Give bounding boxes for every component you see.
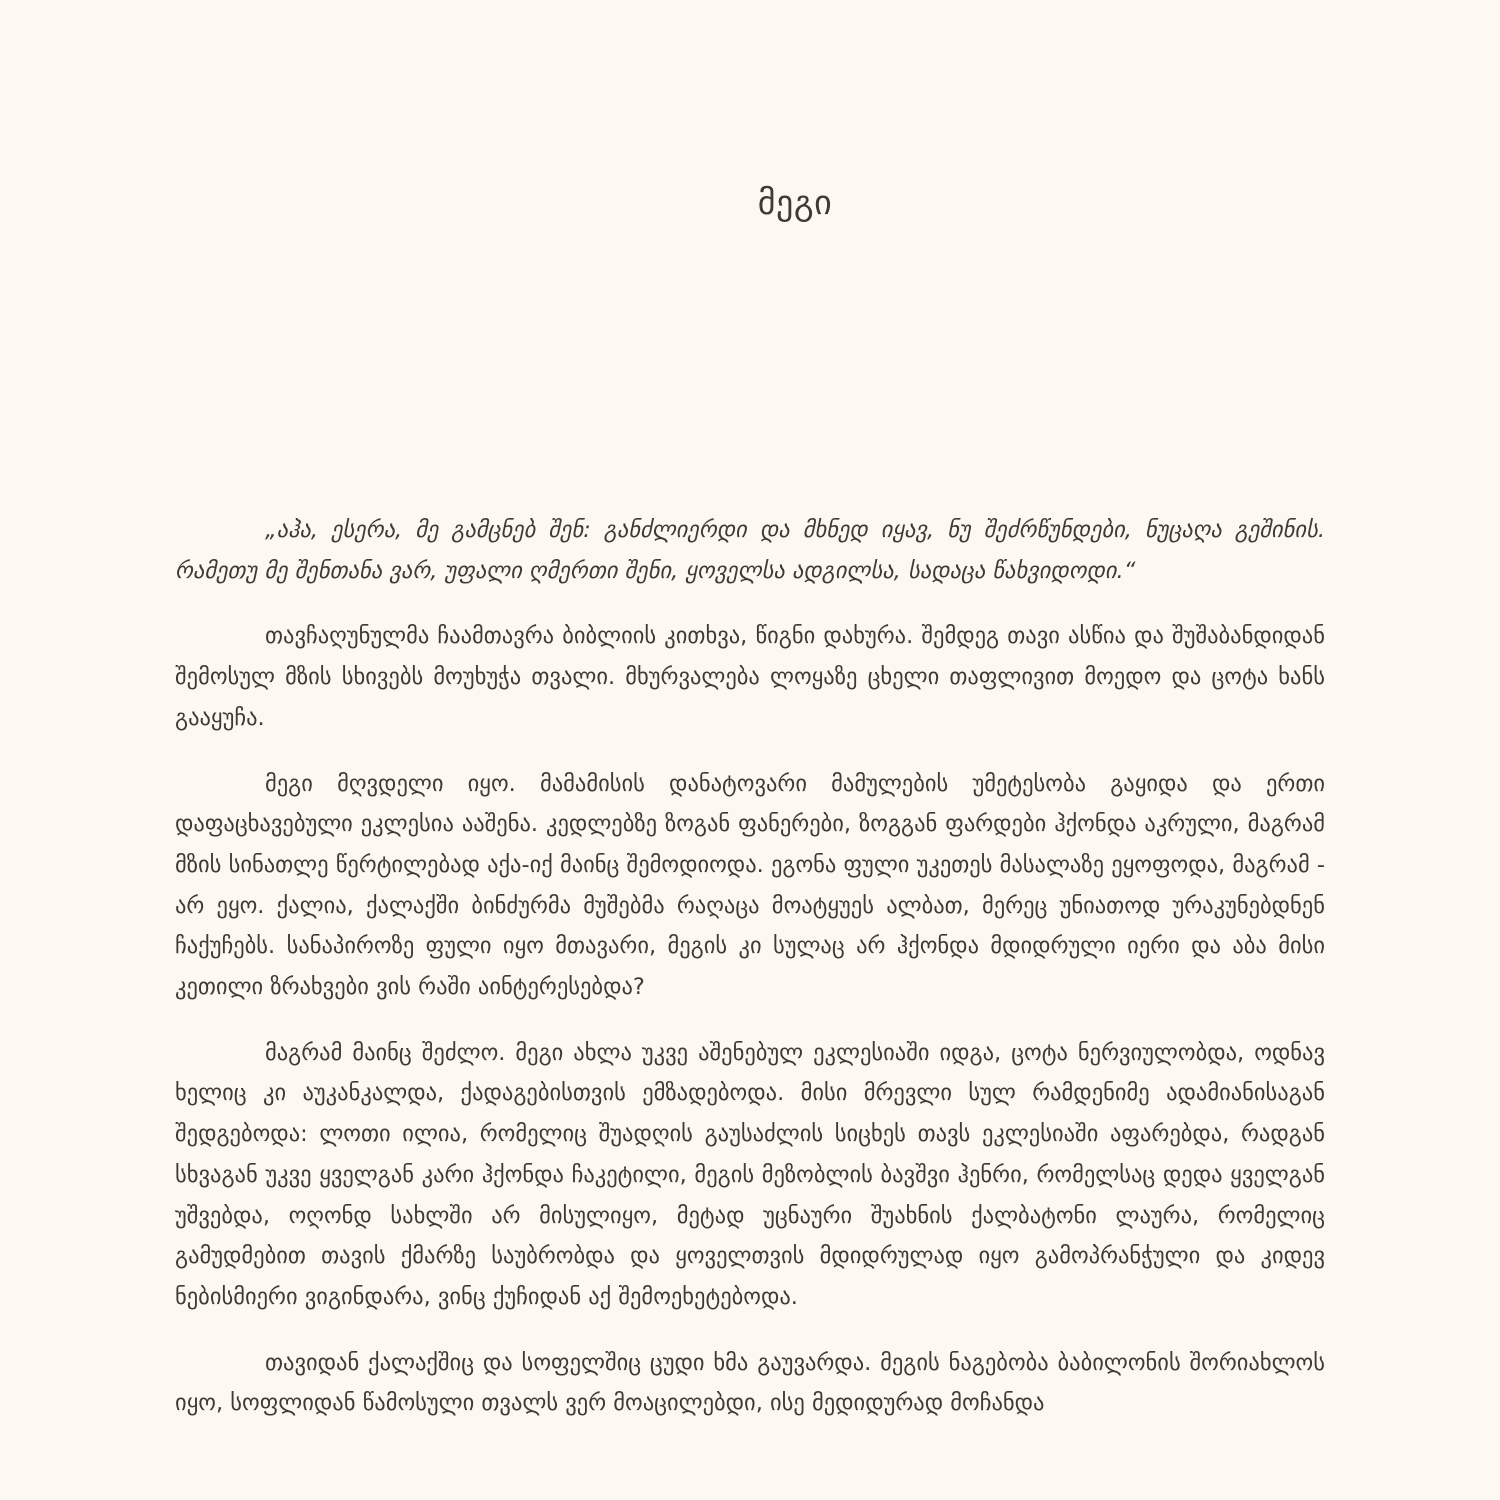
epigraph-paragraph: „აჰა, ესერა, მე გამცნებ შენ: განძლიერდი და მხნედ იყავ, ნუ შეძრწუნდები, ნუცაღა გეშინის. რამეთუ მე შენთანა ვარ, უფალი ღმერთი შენი, ყოველსა ადგილსა, სადაცა წახვიდოდი.“ — [175, 517, 1325, 584]
page-title: მეგი — [757, 183, 833, 223]
body-paragraph: მეგი მღვდელი იყო. მამამისის დანატოვარი მამულების უმეტესობა გაყიდა და ერთი დაფაცხავებული ეკლესია ააშენა. კედლებზე ზოგან ფანერები, ზოგგან ფარდები ჰქონდა აკრული, მაგრამ მზის სინათლე წერტილებად აქა-იქ მაინც შემოდიოდა. ეგონა ფული უკეთეს მასალაზე ეყოფოდა, მაგრამ - არ ეყო. ქალია, ქალაქში ბინძურმა მუშებმა რაღაცა მოატყუეს ალბათ, მერეც უნიათოდ ურაკუნებდნენ ჩაქუჩებს. სანაპიროზე ფული იყო მთავარი, მეგის კი სულაც არ ჰქონდა მდიდრული იერი და აბა მისი კეთილი ზრახვები ვის რაში აინტერესებდა? — [175, 770, 1325, 1001]
body-paragraph: თავჩაღუნულმა ჩაამთავრა ბიბლიის კითხვა, წიგნი დახურა. შემდეგ თავი ასწია და შუშაბანდიდან შემოსულ მზის სხივებს მოუხუჭა თვალი. მხურვალება ლოყაზე ცხელი თაფლივით მოედო და ცოტა ხანს გააყუჩა. — [175, 623, 1325, 731]
body-paragraph: მაგრამ მაინც შეძლო. მეგი ახლა უკვე აშენებულ ეკლესიაში იდგა, ცოტა ნერვიულობდა, ოდნავ ხელიც კი აუკანკალდა, ქადაგებისთვის ემზადებოდა. მისი მრევლი სულ რამდენიმე ადამიანისაგან შედგებოდა: ლოთი ილია, რომელიც შუადღის გაუსაძლის სიცხეს თავს ეკლესიაში აფარებდა, რადგან სხვაგან უკვე ყველგან კარი ჰქონდა ჩაკეტილი, მეგის მეზობლის ბავშვი ჰენრი, რომელსაც დედა ყველგან უშვებდა, ოღონდ სახლში არ მისულიყო, მეტად უცნაური შუახნის ქალბატონი ლაურა, რომელიც გამუდმებით თავის ქმარზე საუბრობდა და ყოველთვის მდიდრულად იყო გამოპრანჭული და კიდევ ნებისმიერი ვიგინდარა, ვინც ქუჩიდან აქ შემოეხეტებოდა. — [175, 1039, 1325, 1310]
document-body — [175, 510, 1325, 1449]
body-paragraph: თავიდან ქალაქშიც და სოფელშიც ცუდი ხმა გაუვარდა. მეგის ნაგებობა ბაბილონის შორიახლოს იყო, სოფლიდან წამოსული თვალს ვერ მოაცილებდი, ისე მედიდურად მოჩანდა — [175, 1349, 1325, 1417]
